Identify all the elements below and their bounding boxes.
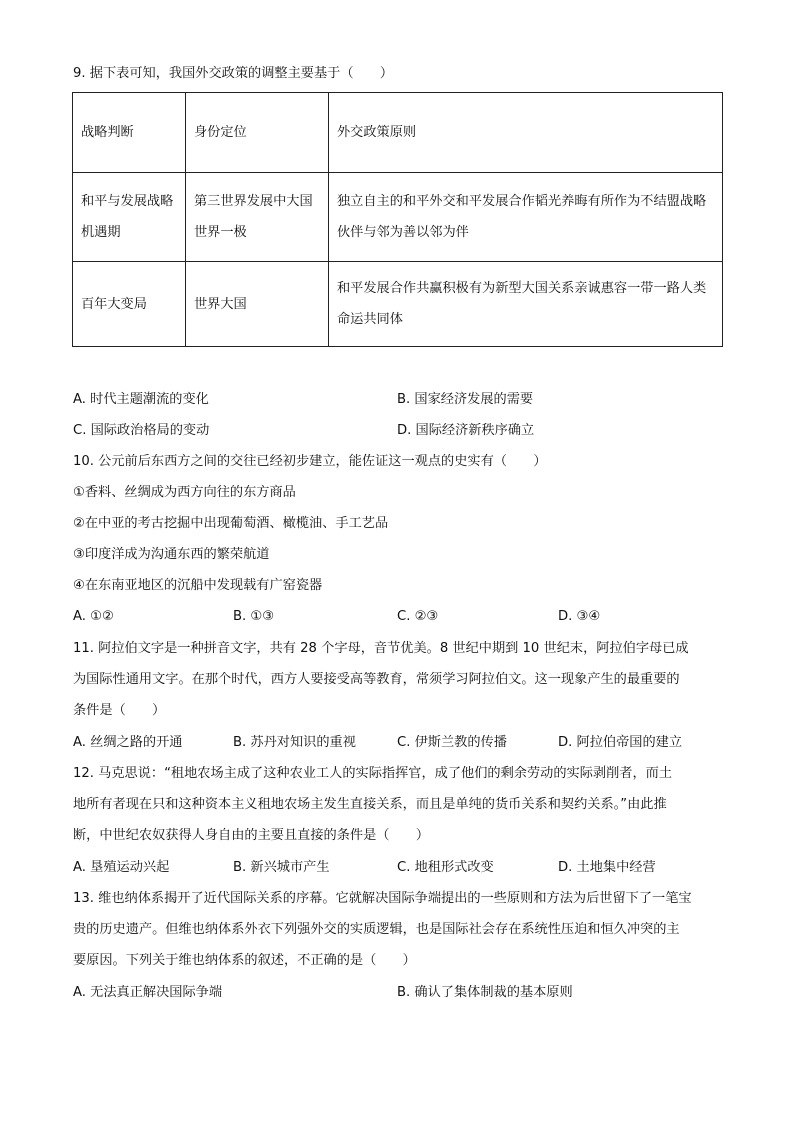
q10-item: ①香料、丝绸成为西方向往的东方商品 bbox=[73, 485, 296, 500]
table-header-cell: 外交政策原则 bbox=[329, 93, 723, 173]
q12-option-d[interactable]: D. 土地集中经营 bbox=[558, 860, 656, 875]
q11-option-d[interactable]: D. 阿拉伯帝国的建立 bbox=[558, 735, 683, 750]
q12-stem-line: 断，中世纪农奴获得人身自由的主要且直接的条件是（ ） bbox=[73, 828, 430, 843]
q10-item: ④在东南亚地区的沉船中发现载有广窑瓷器 bbox=[73, 578, 323, 593]
q10-option-c[interactable]: C. ②③ bbox=[397, 609, 439, 624]
table-cell: 和平与发展战略机遇期 bbox=[73, 173, 186, 262]
q13-option-b[interactable]: B. 确认了集体制裁的基本原则 bbox=[397, 985, 573, 1000]
table-header-row bbox=[73, 93, 723, 173]
table-cell: 和平发展合作共赢积极有为新型大国关系亲诚惠容一带一路人类命运共同体 bbox=[329, 262, 723, 347]
q9-option-c[interactable]: C. 国际政治格局的变动 bbox=[73, 423, 210, 438]
table-header-cell: 身份定位 bbox=[186, 93, 329, 173]
q10-stem: 10. 公元前后东西方之间的交往已经初步建立，能佐证这一观点的史实有（ ） bbox=[73, 454, 547, 469]
q12-stem-line: 地所有者现在只和这种资本主义租地农场主发生直接关系，而且是单纯的货币关系和契约关系。”由此推 bbox=[73, 797, 667, 812]
q9-table bbox=[72, 92, 723, 347]
q12-option-a[interactable]: A. 垦殖运动兴起 bbox=[73, 860, 170, 875]
q10-option-d[interactable]: D. ③④ bbox=[558, 609, 601, 624]
q10-option-a[interactable]: A. ①② bbox=[73, 609, 114, 624]
q11-stem-line: 为国际性通用文字。在那个时代，西方人要接受高等教育，常须学习阿拉伯文。这一现象产生的最重要的 bbox=[73, 672, 680, 687]
q12-option-b[interactable]: B. 新兴城市产生 bbox=[233, 860, 330, 875]
q13-stem-line: 贵的历史遗产。但维也纳体系外衣下列强外交的实质逻辑，也是国际社会存在系统性压迫和恒久冲突的主 bbox=[73, 922, 680, 937]
q11-option-b[interactable]: B. 苏丹对知识的重视 bbox=[233, 735, 356, 750]
q13-stem-line: 要原因。下列关于维也纳体系的叙述，不正确的是（ ） bbox=[73, 953, 416, 968]
q9-option-d[interactable]: D. 国际经济新秩序确立 bbox=[397, 423, 535, 438]
q11-option-a[interactable]: A. 丝绸之路的开通 bbox=[73, 735, 183, 750]
table-cell: 独立自主的和平外交和平发展合作韬光养晦有所作为不结盟战略伙伴与邻为善以邻为伴 bbox=[329, 173, 723, 262]
q11-stem-line: 条件是（ ） bbox=[73, 703, 166, 718]
q12-option-c[interactable]: C. 地租形式改变 bbox=[397, 860, 494, 875]
q10-option-b[interactable]: B. ①③ bbox=[233, 609, 275, 624]
table-row bbox=[73, 173, 723, 262]
table-row bbox=[73, 262, 723, 347]
table-header-cell: 战略判断 bbox=[73, 93, 186, 173]
table-cell: 第三世界发展中大国世界一极 bbox=[186, 173, 329, 262]
q10-item: ②在中亚的考古挖掘中出现葡萄酒、橄榄油、手工艺品 bbox=[73, 516, 389, 531]
q12-stem-line: 12. 马克思说：“租地农场主成了这种农业工人的实际指挥官，成了他们的剩余劳动的实际剥削者，而土 bbox=[73, 766, 673, 781]
q10-item: ③印度洋成为沟通东西的繁荣航道 bbox=[73, 547, 270, 562]
table-cell: 百年大变局 bbox=[73, 262, 186, 347]
table-cell: 世界大国 bbox=[186, 262, 329, 347]
q11-option-c[interactable]: C. 伊斯兰教的传播 bbox=[397, 735, 507, 750]
q9-option-a[interactable]: A. 时代主题潮流的变化 bbox=[73, 392, 209, 407]
q11-stem-line: 11. 阿拉伯文字是一种拼音文字，共有 28 个字母，音节优美。8 世纪中期到 10 世纪末，阿拉伯字母已成 bbox=[73, 641, 689, 656]
q13-stem-line: 13. 维也纳体系揭开了近代国际关系的序幕。它就解决国际争端提出的一些原则和方法为后世留下了一笔宝 bbox=[73, 891, 692, 906]
q9-option-b[interactable]: B. 国家经济发展的需要 bbox=[397, 392, 534, 407]
q13-option-a[interactable]: A. 无法真正解决国际争端 bbox=[73, 985, 223, 1000]
q9-stem: 9. 据下表可知，我国外交政策的调整主要基于（ ） bbox=[73, 66, 394, 81]
